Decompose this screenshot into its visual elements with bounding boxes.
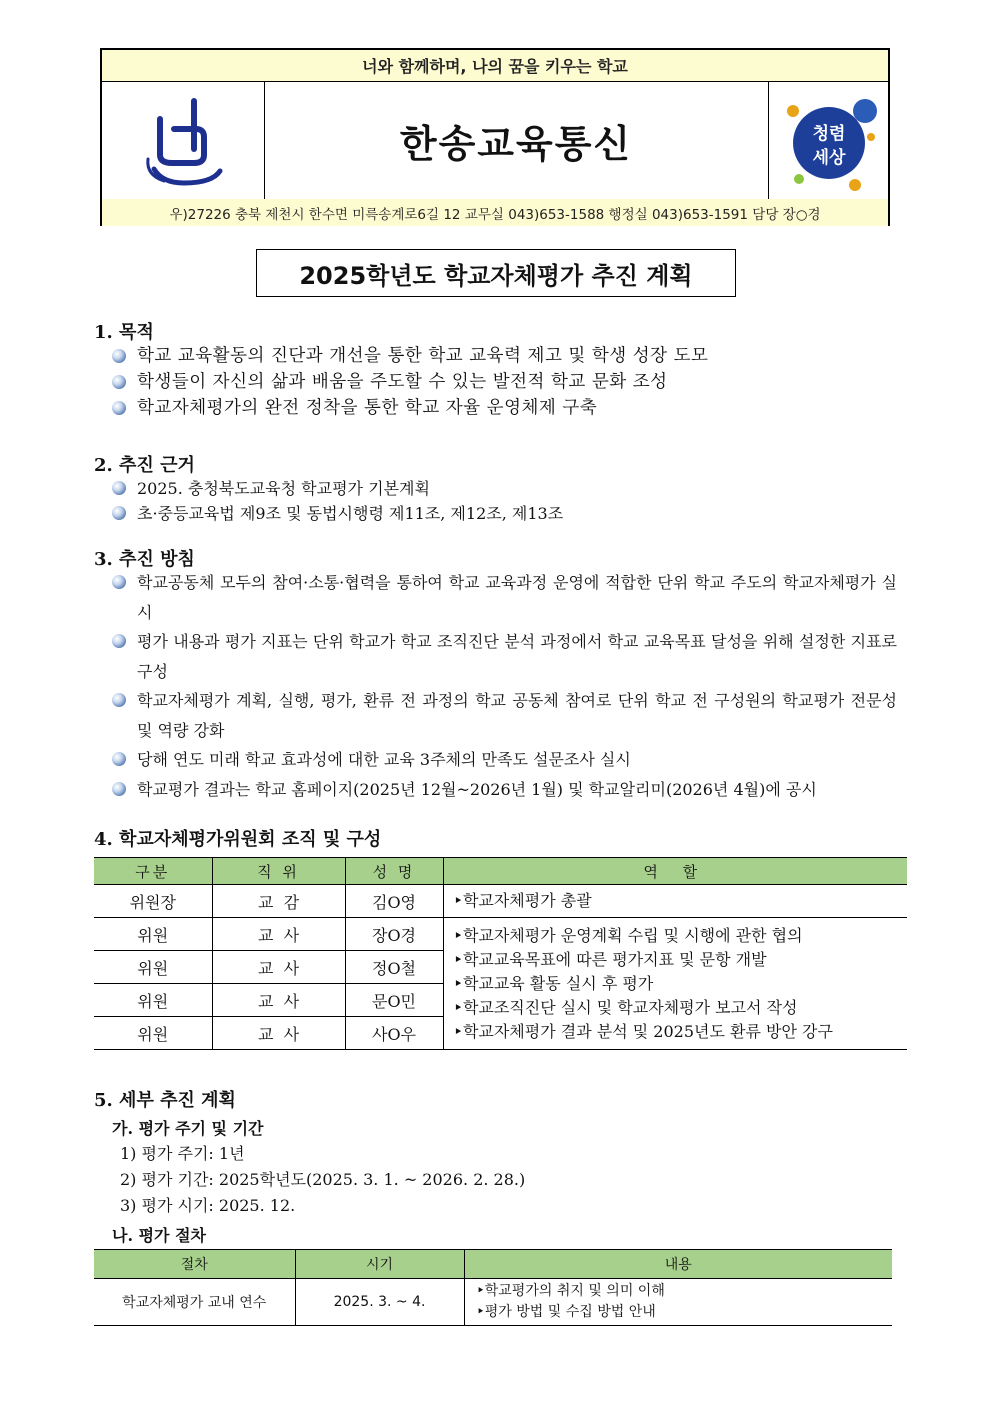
member-position: 교 감 [212, 885, 345, 918]
list-item: 3) 평가 시기: 2025. 12. [120, 1196, 296, 1215]
role-item: ‣학교자체평가 운영계획 수립 및 시행에 관한 협의 [453, 925, 803, 945]
section-3-heading: 3. 추진 방침 [94, 549, 195, 570]
column-header: 시기 [295, 1250, 464, 1279]
bullet-icon [112, 481, 126, 495]
bullet-icon [112, 401, 126, 415]
column-header: 구분 [94, 858, 212, 885]
section-1-heading: 1. 목적 [94, 322, 154, 343]
bullet-icon [112, 506, 126, 520]
member-kind: 위원 [94, 918, 212, 951]
content-item: ‣평가 방법 및 수집 방법 안내 [476, 1304, 656, 1320]
evaluation-period-list [120, 1141, 525, 1219]
committee-table [94, 857, 907, 1050]
section-2-heading: 2. 추진 근거 [94, 455, 195, 476]
member-kind: 위원 [94, 951, 212, 984]
list-item: 초·중등교육법 제9조 및 동법시행령 제11조, 제12조, 제13조 [112, 501, 563, 526]
list-item: 평가 내용과 평가 지표는 단위 학교가 학교 조직진단 분석 과정에서 학교 교육목표 달성을 위해 설정한 지표로 구성 [112, 627, 897, 686]
procedure-table [94, 1249, 892, 1326]
list-item: 학교평가 결과는 학교 홈페이지(2025년 12월~2026년 1월) 및 학교알리미(2026년 4월)에 공시 [112, 775, 897, 805]
member-position: 교 사 [212, 918, 345, 951]
svg-text:청렴: 청렴 [812, 124, 846, 144]
member-roles [443, 918, 907, 1050]
role-item: ‣학교조직진단 실시 및 학교자체평가 보고서 작성 [453, 997, 798, 1017]
table-header-row [94, 1250, 892, 1279]
content-item: ‣학교평가의 취지 및 의미 이해 [476, 1283, 665, 1299]
role-item: ‣학교교육목표에 따른 평가지표 및 문항 개발 [453, 949, 767, 969]
member-kind: 위원 [94, 984, 212, 1017]
integrity-logo [768, 81, 889, 199]
school-slogan: 너와 함께하며, 나의 꿈을 키우는 학교 [102, 50, 888, 82]
bullet-icon [112, 693, 126, 707]
member-name: 장O경 [345, 918, 443, 951]
table-row [94, 1279, 892, 1326]
school-logo [102, 81, 265, 199]
table-header-row [94, 858, 907, 885]
member-role: ‣학교자체평가 총괄 [443, 885, 907, 918]
basis-list [112, 476, 563, 526]
list-item: 학교공동체 모두의 참여·소통·협력을 통하여 학교 교육과정 운영에 적합한 단위 학교 주도의 학교자체평가 실시 [112, 568, 897, 627]
bullet-icon [112, 782, 126, 796]
column-header: 직 위 [212, 858, 345, 885]
member-position: 교 사 [212, 951, 345, 984]
procedure-step: 학교자체평가 교내 연수 [94, 1279, 295, 1326]
document-title: 2025학년도 학교자체평가 추진 계획 [256, 249, 736, 297]
list-item: 당해 연도 미래 학교 효과성에 대한 교육 3주체의 만족도 설문조사 실시 [112, 745, 897, 775]
list-item: 학교 교육활동의 진단과 개선을 통한 학교 교육력 제고 및 학생 성장 도모 [112, 343, 708, 369]
subsection-b-heading: 나. 평가 절차 [112, 1226, 206, 1245]
table-row [94, 918, 907, 951]
member-kind: 위원 [94, 1017, 212, 1050]
column-header: 성 명 [345, 858, 443, 885]
table-row [94, 885, 907, 918]
section-5-heading: 5. 세부 추진 계획 [94, 1090, 236, 1111]
list-item: 학교자체평가의 완전 정착을 통한 학교 자율 운영체제 구축 [112, 395, 708, 421]
member-name: 사O우 [345, 1017, 443, 1050]
bullet-icon [112, 349, 126, 363]
newsletter-title: 한송교육통신 [399, 121, 633, 166]
bullet-icon [112, 634, 126, 648]
member-name: 문O민 [345, 984, 443, 1017]
policy-list [112, 568, 897, 804]
purpose-list [112, 343, 708, 421]
list-item: 2025. 충청북도교육청 학교평가 기본계획 [112, 476, 563, 501]
list-item: 2) 평가 기간: 2025학년도(2025. 3. 1. ~ 2026. 2. 28.) [120, 1170, 526, 1189]
subsection-a-heading: 가. 평가 주기 및 기간 [112, 1119, 264, 1138]
column-header: 역 할 [443, 858, 907, 885]
procedure-content [464, 1279, 892, 1326]
member-position: 교 사 [212, 984, 345, 1017]
role-item: ‣학교자체평가 결과 분석 및 2025년도 환류 방안 강구 [453, 1021, 833, 1041]
bullet-icon [112, 752, 126, 766]
school-address: 우)27226 충북 제천시 한수면 미륵송계로6길 12 교무실 043)653-1588 행정실 043)653-1591 담당 장○경 [102, 199, 888, 226]
bullet-icon [112, 575, 126, 589]
list-item: 학교자체평가 계획, 실행, 평가, 환류 전 과정의 학교 공동체 참여로 단위 학교 전 구성원의 학교평가 전문성 및 역량 강화 [112, 686, 897, 745]
role-item: ‣학교교육 활동 실시 후 평가 [453, 973, 654, 993]
member-kind: 위원장 [94, 885, 212, 918]
member-name: 정O철 [345, 951, 443, 984]
column-header: 절차 [94, 1250, 295, 1279]
column-header: 내용 [464, 1250, 892, 1279]
member-name: 김O영 [345, 885, 443, 918]
list-item: 학생들이 자신의 삶과 배움을 주도할 수 있는 발전적 학교 문화 조성 [112, 369, 708, 395]
letterhead-main [102, 81, 888, 200]
procedure-period: 2025. 3. ~ 4. [295, 1279, 464, 1326]
letterhead [100, 48, 890, 226]
list-item: 1) 평가 주기: 1년 [120, 1144, 245, 1163]
member-position: 교 사 [212, 1017, 345, 1050]
section-4-heading: 4. 학교자체평가위원회 조직 및 구성 [94, 829, 382, 850]
bullet-icon [112, 375, 126, 389]
svg-text:세상: 세상 [812, 148, 846, 168]
